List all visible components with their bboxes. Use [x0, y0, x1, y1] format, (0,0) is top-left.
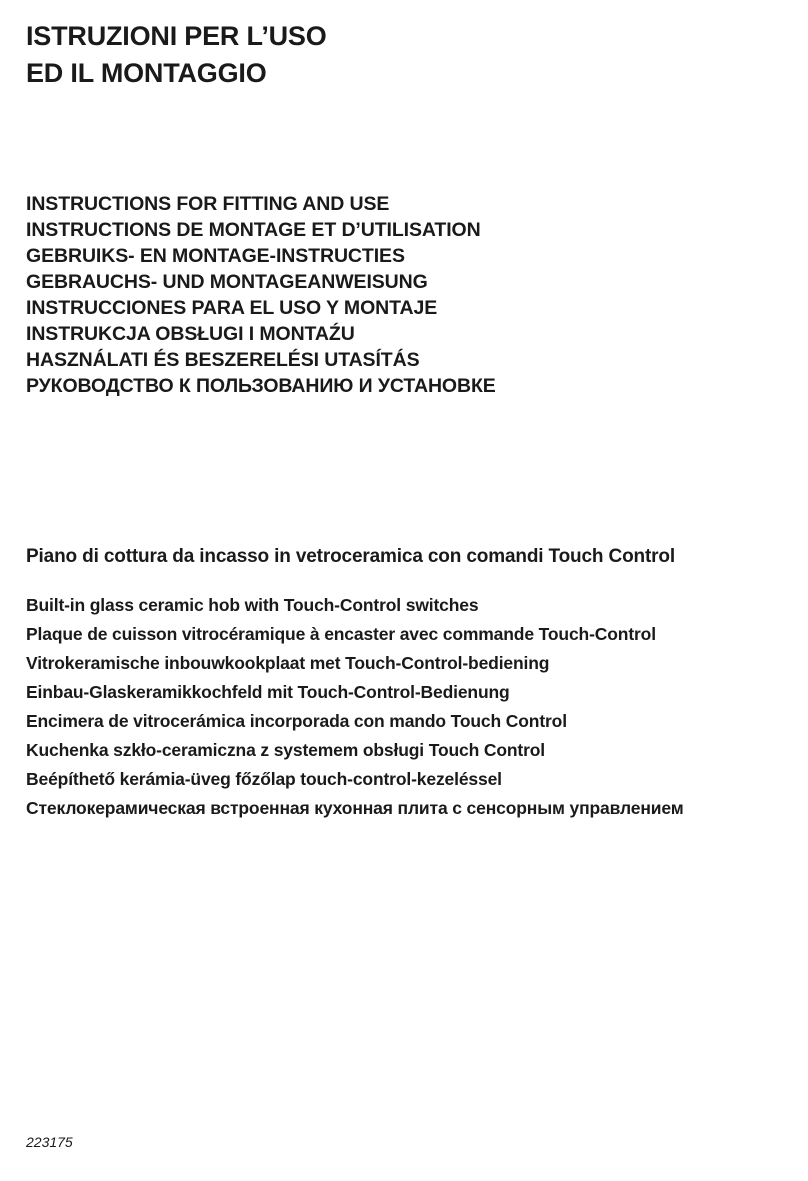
main-title-line-1: ISTRUZIONI PER L’USO — [26, 21, 327, 51]
product-description-nl: Vitrokeramische inbouwkookplaat met Touch-Control-bediening — [26, 653, 550, 673]
instruction-title-en: INSTRUCTIONS FOR FITTING AND USE — [26, 193, 390, 215]
instruction-title-pl: INSTRUKCJA OBSŁUGI I MONTAŹU — [26, 323, 355, 345]
product-description-it: Piano di cottura da incasso in vetroceramica con comandi Touch Control — [26, 546, 675, 567]
instruction-title-es: INSTRUCCIONES PARA EL USO Y MONTAJE — [26, 297, 438, 319]
product-descriptions-list — [26, 591, 684, 823]
product-description-es: Encimera de vitrocerámica incorporada con mando Touch Control — [26, 711, 567, 731]
product-description-de: Einbau-Glaskeramikkochfeld mit Touch-Control-Bedienung — [26, 682, 510, 702]
instruction-title-ru: РУКОВОДСТВО К ПОЛЬЗОВАНИЮ И УСТАНОВКЕ — [26, 375, 496, 397]
instruction-title-fr: INSTRUCTIONS DE MONTAGE ET D’UTILISATION — [26, 219, 481, 241]
main-title-line-2: ED IL MONTAGGIO — [26, 58, 267, 88]
main-title — [26, 18, 327, 92]
instruction-title-hu: HASZNÁLATI ÉS BESZERELÉSI UTASÍTÁS — [26, 349, 420, 371]
product-description-fr: Plaque de cuisson vitrocéramique à encaster avec commande Touch-Control — [26, 624, 656, 644]
instruction-title-de: GEBRAUCHS- UND MONTAGEANWEISUNG — [26, 271, 428, 293]
product-description-ru: Стеклокерамическая встроенная кухонная плита с сенсорным управлением — [26, 798, 684, 818]
product-description-en: Built-in glass ceramic hob with Touch-Control switches — [26, 595, 479, 615]
product-description-hu: Beépíthető kerámia-üveg főzőlap touch-control-kezeléssel — [26, 769, 502, 789]
document-code: 223175 — [26, 1134, 73, 1150]
instruction-title-nl: GEBRUIKS- EN MONTAGE-INSTRUCTIES — [26, 245, 405, 267]
product-description-pl: Kuchenka szkło-ceramiczna z systemem obsługi Touch Control — [26, 740, 546, 760]
instruction-titles-list — [26, 191, 496, 399]
